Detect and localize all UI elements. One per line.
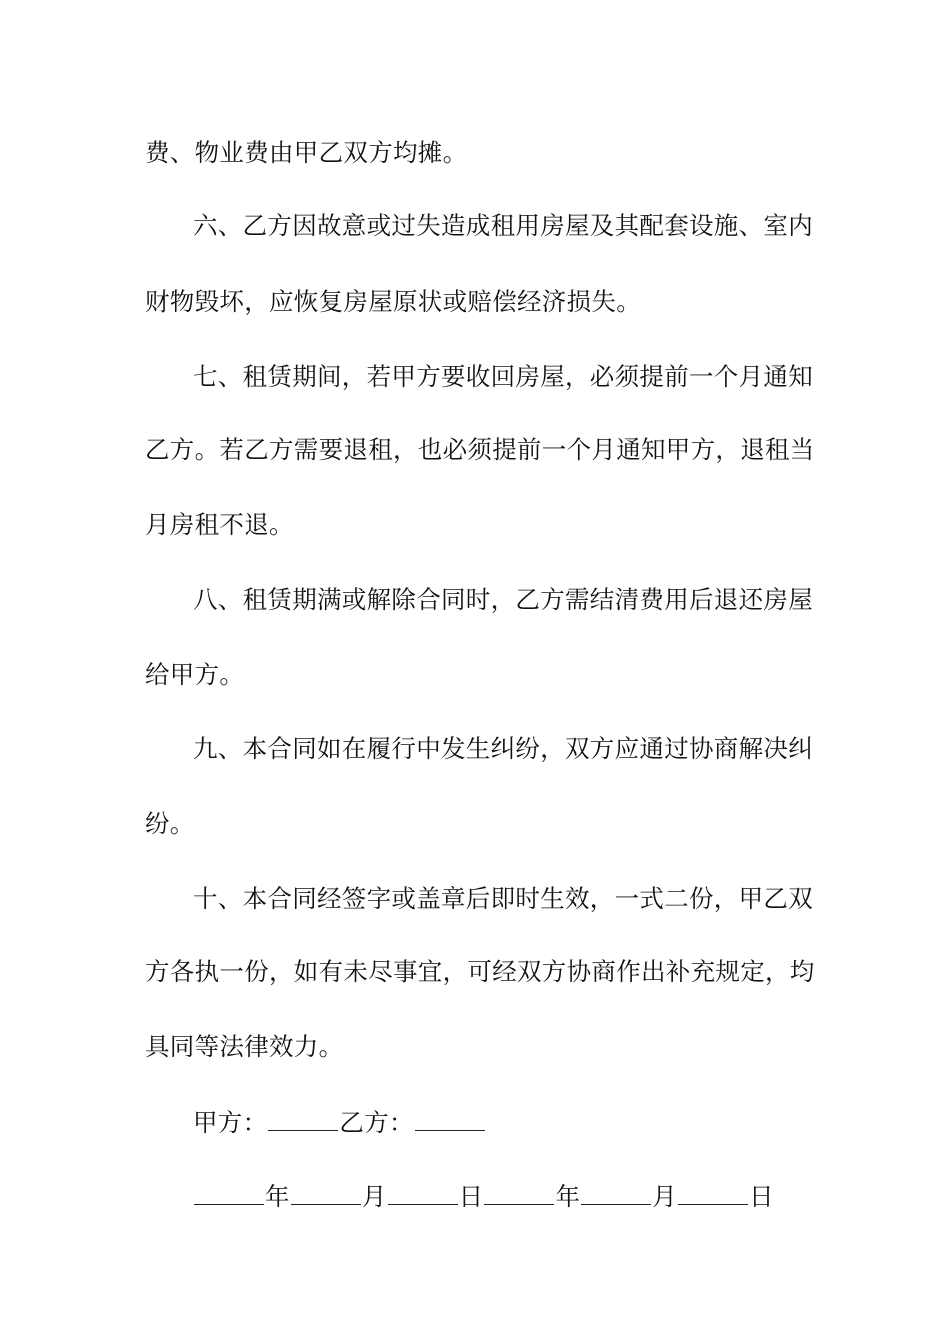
text-line: 财物毁坏，应恢复房屋原状或赔偿经济损失。 (145, 287, 641, 316)
day-label: 日 (749, 1182, 774, 1211)
party-b-year-blank[interactable] (484, 1184, 554, 1205)
clause-six: 六、乙方因故意或过失造成租用房屋及其配套设施、室内 (193, 211, 813, 240)
date-line (193, 1182, 774, 1212)
text-line: 乙方。若乙方需要退租，也必须提前一个月通知甲方，退租当 (145, 435, 815, 464)
party-b-day-blank[interactable] (678, 1184, 748, 1205)
text-line: 方各执一份，如有未尽事宜，可经双方协商作出补充规定，均 (145, 957, 815, 986)
signature-line (193, 1108, 486, 1138)
clause-ten: 十、本合同经签字或盖章后即时生效，一式二份，甲乙双 (193, 884, 813, 913)
party-a-label: 甲方： (193, 1108, 268, 1137)
party-b-label: 乙方： (339, 1108, 414, 1137)
clause-nine: 九、本合同如在履行中发生纠纷，双方应通过协商解决纠 (193, 734, 813, 763)
party-a-signature-blank[interactable] (268, 1110, 338, 1131)
party-a-day-blank[interactable] (388, 1184, 458, 1205)
clause-seven: 七、租赁期间，若甲方要收回房屋，必须提前一个月通知 (193, 362, 813, 391)
party-a-year-blank[interactable] (194, 1184, 264, 1205)
text-line: 费、物业费由甲乙双方均摊。 (145, 138, 468, 167)
text-line: 纷。 (145, 809, 195, 838)
party-a-month-blank[interactable] (291, 1184, 361, 1205)
text-line: 具同等法律效力。 (145, 1032, 344, 1061)
party-b-signature-blank[interactable] (415, 1110, 485, 1131)
party-b-month-blank[interactable] (581, 1184, 651, 1205)
year-label: 年 (555, 1182, 581, 1211)
month-label: 月 (652, 1182, 678, 1211)
month-label: 月 (361, 1182, 387, 1211)
clause-eight: 八、租赁期满或解除合同时，乙方需结清费用后退还房屋 (193, 585, 813, 614)
day-label: 日 (458, 1182, 484, 1211)
year-label: 年 (265, 1182, 290, 1211)
text-line: 月房租不退。 (145, 510, 294, 539)
text-line: 给甲方。 (145, 660, 245, 689)
